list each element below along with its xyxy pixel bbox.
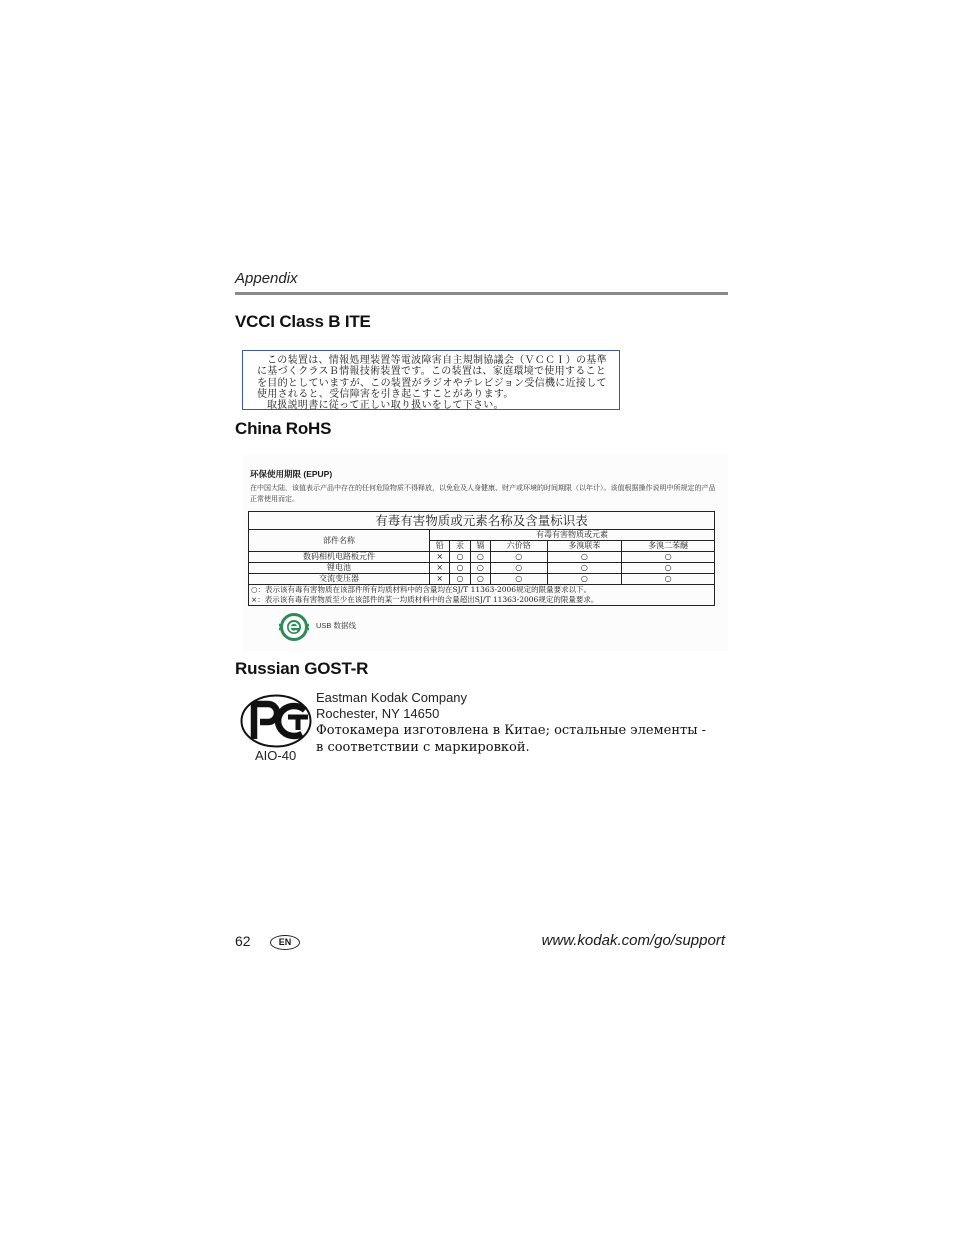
mark-cell: ○	[450, 563, 470, 574]
gost-r-mark-icon	[240, 694, 312, 748]
mark-cell: ○	[470, 574, 490, 585]
eco-e-mark-icon	[279, 613, 309, 641]
table-row	[249, 574, 715, 585]
usb-cable-label: USB 数据线	[316, 621, 357, 630]
mark-cell: ○	[491, 574, 548, 585]
section-label: Appendix	[235, 270, 298, 287]
mark-cell: ○	[622, 563, 715, 574]
epup-title: 环保使用期限 (EPUP)	[250, 469, 333, 479]
table-row	[249, 552, 715, 563]
substance-header: 汞	[450, 541, 470, 552]
table-note: ○：表示该有毒有害物质在该部件所有均质材料中的含量均在SJ/T 11363-2006规定的限量要求以下。	[249, 585, 715, 596]
substance-header: 多溴二苯醚	[622, 541, 715, 552]
mark-cell: ○	[470, 552, 490, 563]
table-row	[249, 563, 715, 574]
company-address: Rochester, NY 14650	[316, 706, 440, 721]
substance-header: 六价铬	[491, 541, 548, 552]
vcci-line: 使用されると、受信障害を引き起こすことがあります。	[257, 388, 514, 400]
table-title: 有毒有害物质或元素名称及含量标识表	[249, 512, 715, 530]
mark-cell: ○	[547, 563, 622, 574]
mark-cell: ○	[622, 552, 715, 563]
part-name: 数码相机电路板元件	[249, 552, 430, 563]
part-header: 部件名称	[249, 530, 430, 552]
mark-cell: ○	[491, 563, 548, 574]
header-divider	[235, 292, 728, 295]
mark-cell: ×	[430, 574, 450, 585]
substance-header: 多溴联苯	[547, 541, 622, 552]
vcci-line: 取扱説明書に従って正しい取り扱いをして下さい。	[267, 400, 504, 412]
russian-origin-line-2: в соответствии с маркировкой.	[316, 740, 530, 755]
mark-cell: ○	[547, 552, 622, 563]
mark-cell: ×	[430, 552, 450, 563]
mark-cell: ○	[470, 563, 490, 574]
vcci-notice-box	[242, 350, 620, 410]
hazardous-substance-table	[248, 511, 715, 606]
mark-cell: ×	[430, 563, 450, 574]
vcci-heading: VCCI Class B ITE	[235, 312, 371, 331]
company-name: Eastman Kodak Company	[316, 690, 468, 705]
vcci-line: を目的としていますが、この装置がラジオやテレビジョン受信機に近接して	[257, 377, 607, 389]
mark-cell: ○	[622, 574, 715, 585]
part-name: 交流变压器	[249, 574, 430, 585]
vcci-line: この装置は、情報処理装置等電波障害自主規制協議会（ＶＣＣＩ）の基準	[267, 355, 607, 366]
gost-heading: Russian GOST-R	[235, 659, 369, 678]
part-name: 锂电池	[249, 563, 430, 574]
table-note: ×：表示该有毒有害物质至少在该部件的某一均质材料中的含量超出SJ/T 11363-2006规定的限量要求。	[249, 595, 715, 606]
substance-header: 铅	[430, 541, 450, 552]
russian-origin-line-1: Фотокамера изготовлена в Китае; остальные элементы -	[316, 723, 707, 738]
language-badge: EN	[270, 935, 300, 950]
gost-certificate-code: AIO-40	[255, 748, 297, 763]
support-url-link[interactable]: www.kodak.com/go/support	[541, 932, 725, 949]
vcci-line: に基づくクラスＢ情報技術装置です。この装置は、家庭環境で使用すること	[257, 366, 607, 378]
substance-header: 镉	[470, 541, 490, 552]
page-number: 62	[235, 933, 251, 949]
mark-cell: ○	[450, 574, 470, 585]
rohs-heading: China RoHS	[235, 419, 332, 438]
substance-group-header: 有毒有害物质或元素	[430, 530, 715, 541]
mark-cell: ○	[491, 552, 548, 563]
epup-description: 在中国大陆，该值表示产品中存在的任何危险物质不得释放，以免危及人身健康、财产或环境的时间期限（以年计）。该值根据操作说明中所规定的产品正常使用而定。	[250, 485, 716, 503]
mark-cell: ○	[547, 574, 622, 585]
mark-cell: ○	[450, 552, 470, 563]
